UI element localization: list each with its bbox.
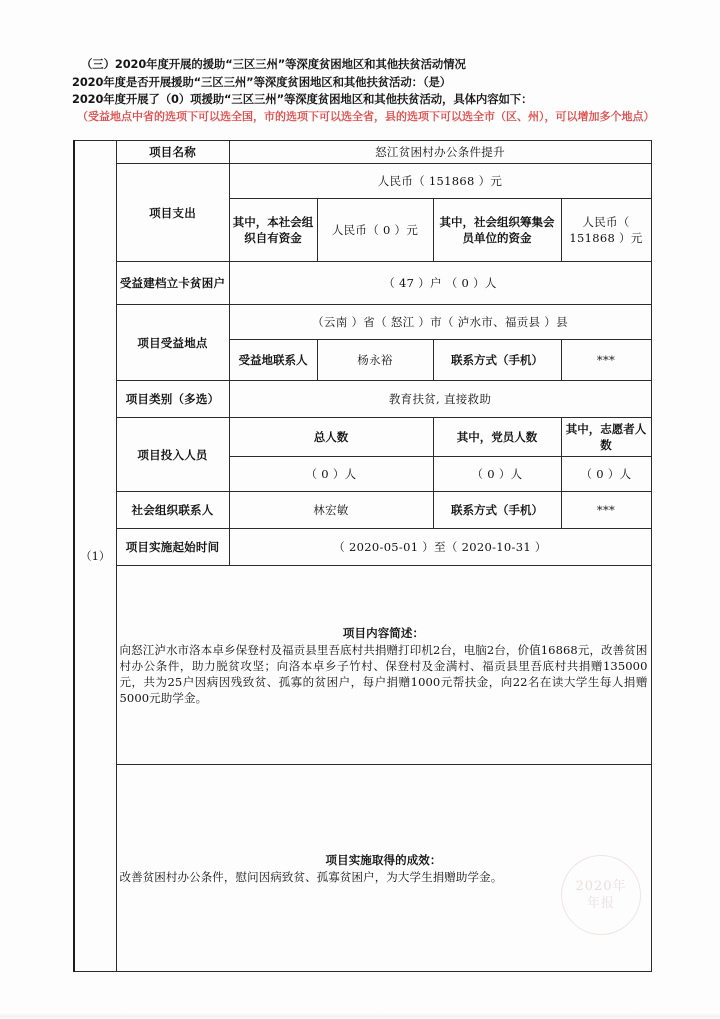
value-project-name: 怒江贫困村办公条件提升: [229, 141, 651, 164]
label-org-contact: 社会组织联系人: [116, 492, 229, 529]
stamp-line-report: 年报: [586, 896, 615, 911]
label-org-contact-phone: 联系方式（手机）: [433, 492, 561, 529]
table-row-personnel-header: [74, 418, 651, 457]
label-beneficiary-contact: 受益地联系人: [229, 340, 317, 381]
table-row-period: [74, 529, 651, 566]
table-row-achievement: [74, 765, 651, 972]
value-beneficiary-contact-name: 杨永裕: [317, 340, 433, 381]
label-beneficiary-household: 受益建档立卡贫困户: [116, 262, 229, 305]
achievement-body: 改善贫困村办公条件，慰问因病致贫、孤寡贫困户，为大学生捐赠助学金。: [119, 869, 503, 884]
heading-warning-note: （受益地点中省的选项下可以选全国，市的选项下可以选全省，县的选项下可以选全市（区、州），可以增加多个地点）: [77, 109, 655, 123]
label-category: 项目类别（多选）: [116, 381, 229, 418]
value-beneficiary-phone: ***: [561, 340, 651, 381]
row-index-cell: （1）: [74, 141, 116, 972]
value-personnel-volunteer: （ 0 ）人: [561, 457, 651, 492]
heading-line-count: 2020年度开展了（0）项援助“三区三州”等深度贫困地区和其他扶贫活动，具体内容如下：: [72, 92, 533, 106]
label-project-name: 项目名称: [116, 141, 229, 164]
content-description-body: 向怒江泸水市洛本卓乡保登村及福贡县里吾底村共捐赠打印机2台，电脑2台，价值16868元，改善贫困村办公条件，助力脱贫攻坚；向洛本卓乡子竹村、保登村及金满村、福贡县里吾底村共捐赠135000元，共为25户因病因残致贫、孤寡的贫困户，每户捐赠1000元帮扶金，向22名在读大学生每人捐赠5000元助学金。: [119, 642, 648, 705]
value-personnel-total: （ 0 ）人: [229, 457, 433, 492]
value-own-fund: 人民币（ 0 ）元: [317, 199, 433, 262]
label-beneficiary-location: 项目受益地点: [116, 305, 229, 381]
label-personnel: 项目投入人员: [116, 418, 229, 492]
table-row-category: [74, 381, 651, 418]
label-own-fund: 其中，本社会组织自有资金: [229, 199, 317, 262]
value-beneficiary-address: （云南 ）省（ 怒江 ）市（ 泸水市、福贡县 ）县: [229, 305, 651, 340]
label-period: 项目实施起始时间: [116, 529, 229, 566]
value-period: （ 2020-05-01 ）至（ 2020-10-31 ）: [229, 529, 651, 566]
value-org-contact-phone: ***: [561, 492, 651, 529]
content-description-title: 项目内容简述：: [342, 625, 425, 640]
heading-line-section-title: （三）2020年度开展的援助“三区三州”等深度贫困地区和其他扶贫活动情况: [81, 57, 466, 71]
label-personnel-volunteer: 其中，志愿者人数: [561, 418, 651, 457]
table-row-content-description: [74, 566, 651, 765]
label-expenditure: 项目支出: [116, 164, 229, 262]
label-personnel-total: 总人数: [229, 418, 433, 457]
value-beneficiary-household: （ 47 ）户 （ 0 ）人: [229, 262, 651, 305]
project-detail-table: [73, 140, 652, 972]
label-personnel-party: 其中，党员人数: [433, 418, 561, 457]
table-row-beneficiary-household: [74, 262, 651, 305]
section-heading-block: [72, 56, 662, 125]
stamp-line-year: 2020年: [575, 879, 627, 894]
value-org-contact-name: 林宏敏: [229, 492, 433, 529]
table-row-project-name: [74, 141, 651, 164]
table-row-expenditure-total: [74, 164, 651, 199]
scan-page-edge: [0, 1013, 720, 1019]
heading-line-question: 2020年度是否开展援助“三区三州”等深度贫困地区和其他扶贫活动：（是）: [72, 74, 452, 89]
value-category: 教育扶贫, 直接救助: [229, 381, 651, 418]
label-raised-fund: 其中，社会组织筹集会员单位的资金: [433, 199, 561, 262]
value-expenditure-total: 人民币（ 151868 ）元: [229, 164, 651, 199]
value-raised-fund: 人民币（ 151868 ）元: [561, 199, 651, 262]
achievement-title: 项目实施取得的成效：: [325, 852, 442, 867]
value-personnel-party: （ 0 ）人: [433, 457, 561, 492]
table-row-beneficiary-location-address: [74, 305, 651, 340]
label-beneficiary-phone: 联系方式（手机）: [433, 340, 561, 381]
cell-content-description: [116, 566, 651, 765]
table-row-org-contact: [74, 492, 651, 529]
cell-achievement: [116, 765, 651, 972]
